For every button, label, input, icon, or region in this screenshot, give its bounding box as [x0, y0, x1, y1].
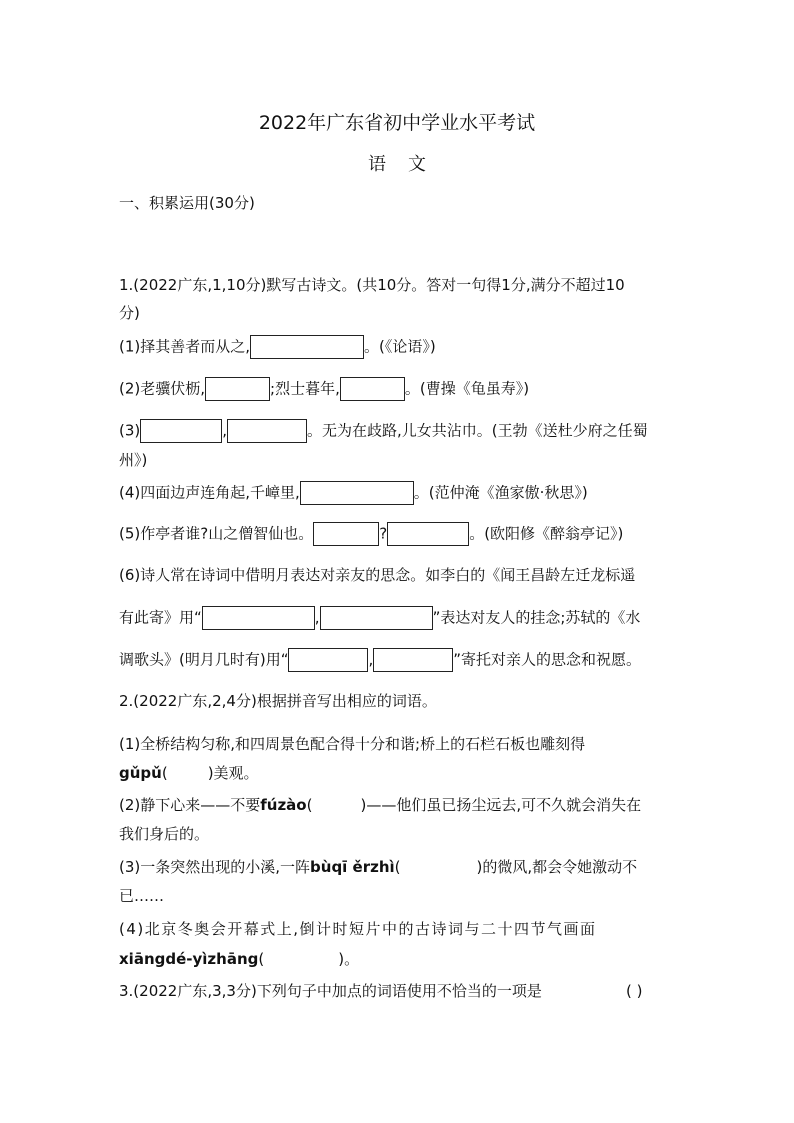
- q1-item-6: (6)诗人常在诗词中借明月表达对亲友的思念。如李白的《闻王昌龄左迁龙标遥: [119, 566, 636, 584]
- q1-item-2: (2)老骥伏枥, ;烈士暮年, 。(曹操《龟虽寿》): [119, 377, 529, 401]
- answer-box[interactable]: [140, 419, 222, 443]
- q2-item-3: (3)一条突然出现的小溪,一阵bùqī ěrzhì( )的微风,都会令她激动不: [119, 858, 638, 876]
- q1-heading: 1.(2022广东,1,10分)默写古诗文。(共10分。答对一句得1分,满分不超过10: [119, 276, 625, 294]
- q1-item-6-line3: 调歌头》(明月几时有)用“ , ”寄托对亲人的思念和祝愿。: [119, 648, 641, 672]
- q1-item-5: (5)作亭者谁?山之僧智仙也。 ? 。(欧阳修《醉翁亭记》): [119, 522, 623, 546]
- answer-box[interactable]: [300, 481, 414, 505]
- q2-item-3-cont: 已……: [119, 887, 165, 905]
- answer-box[interactable]: [373, 648, 453, 672]
- answer-paren[interactable]: ( ): [626, 982, 643, 1000]
- q1-item-4: (4)四面边声连角起,千嶂里, 。(范仲淹《渔家傲·秋思》): [119, 481, 588, 505]
- q3-heading: 3.(2022广东,3,3分)下列句子中加点的词语使用不恰当的一项是: [119, 982, 542, 1000]
- q2-item-1: (1)全桥结构匀称,和四周景色配合得十分和谐;桥上的石栏石板也雕刻得: [119, 735, 586, 753]
- q1-item-3: (3) , 。无为在歧路,儿女共沾巾。(王勃《送杜少府之任蜀: [119, 419, 648, 443]
- subject-title: 语文: [368, 154, 448, 175]
- pinyin: gǔpǔ: [119, 764, 162, 782]
- q1-item-3-cont: 州》): [119, 451, 148, 469]
- q1-item-1: (1)择其善者而从之, 。(《论语》): [119, 335, 436, 359]
- q2-item-4-cont: xiāngdé-yìzhāng( )。: [119, 950, 360, 968]
- q2-heading: 2.(2022广东,2,4分)根据拼音写出相应的词语。: [119, 692, 437, 710]
- answer-box[interactable]: [205, 377, 270, 401]
- answer-box[interactable]: [288, 648, 368, 672]
- q2-item-4: (4)北京冬奥会开幕式上,倒计时短片中的古诗词与二十四节气画面: [119, 920, 597, 938]
- section-heading: 一、积累运用(30分): [119, 194, 255, 212]
- answer-box[interactable]: [250, 335, 364, 359]
- pinyin: bùqī ěrzhì: [310, 858, 395, 876]
- page-title: 2022年广东省初中学业水平考试: [258, 112, 536, 134]
- answer-box[interactable]: [313, 522, 379, 546]
- q2-item-2: (2)静下心来——不要fúzào( )——他们虽已扬尘远去,可不久就会消失在: [119, 796, 642, 814]
- answer-box[interactable]: [387, 522, 469, 546]
- q2-item-1-cont: gǔpǔ( )美观。: [119, 764, 259, 782]
- answer-box[interactable]: [340, 377, 405, 401]
- answer-box[interactable]: [320, 606, 433, 630]
- q1-heading-cont: 分): [119, 304, 140, 322]
- pinyin: fúzào: [260, 796, 307, 814]
- q2-item-2-cont: 我们身后的。: [119, 825, 210, 843]
- answer-box[interactable]: [202, 606, 315, 630]
- pinyin: xiāngdé-yìzhāng: [119, 950, 259, 968]
- q1-item-6-line2: 有此寄》用“ , ”表达对友人的挂念;苏轼的《水: [119, 606, 640, 630]
- answer-box[interactable]: [227, 419, 307, 443]
